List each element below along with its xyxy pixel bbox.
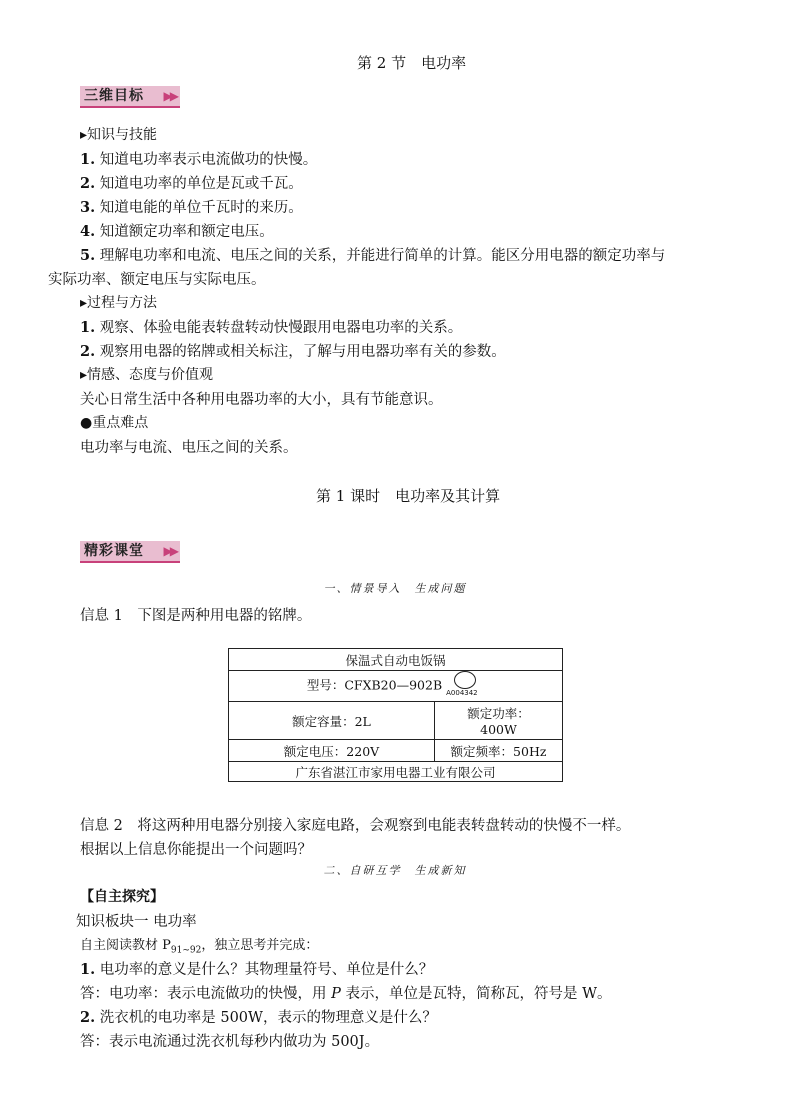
classroom-tag-label: 精彩课堂 bbox=[84, 543, 144, 559]
info1-text: 信息 1 下图是两种用电器的铭牌。 bbox=[80, 608, 312, 624]
process-heading: ▸过程与方法 bbox=[80, 295, 158, 311]
objectives-tag-label: 三维目标 bbox=[84, 88, 144, 104]
double-arrow-icon: ▶▶ bbox=[163, 89, 176, 103]
process-item-1: 1. 观察、体验电能表转盘转动快慢跟用电器电功率的关系。 bbox=[80, 319, 463, 336]
key-points-heading: ●重点难点 bbox=[80, 415, 149, 431]
reading-instruction: 自主阅读教材 $P_{91\sim 92}$，独立思考并完成： bbox=[80, 938, 319, 956]
knowledge-item-3: 3. 知道电能的单位千瓦时的来历。 bbox=[80, 199, 303, 216]
nameplate-table bbox=[228, 648, 563, 782]
knowledge-item-5: 5. 理解电功率和电流、电压之间的关系，并能进行简单的计算。能区分用电器的额定功率与 bbox=[80, 247, 666, 264]
nameplate-maker: 广东省湛江市家用电器工业有限公司 bbox=[229, 762, 563, 782]
attitude-text: 关心日常生活中各种用电器功率的大小，具有节能意识。 bbox=[80, 392, 443, 408]
knowledge-item-2: 2. 知道电功率的单位是瓦或千瓦。 bbox=[80, 175, 303, 192]
answer-1: 答：电功率：表示电流做功的快慢，用 P 表示，单位是瓦特，简称瓦，符号是 W。 bbox=[80, 986, 612, 1002]
nameplate-power bbox=[435, 702, 563, 740]
info2-text: 信息 2 将这两种用电器分别接入家庭电路，会观察到电能表转盘转动的快慢不一样。 bbox=[80, 818, 631, 834]
nameplate-name: 保温式自动电饭锅 bbox=[229, 649, 563, 671]
page-title: 第 2 节 电功率 bbox=[357, 54, 467, 72]
knowledge-item-4: 4. 知道额定功率和额定电压。 bbox=[80, 223, 274, 240]
answer-2: 答：表示电流通过洗衣机每秒内做功为 500J。 bbox=[80, 1034, 380, 1050]
question-1: 1. 电功率的意义是什么？其物理量符号、单位是什么？ bbox=[80, 961, 434, 978]
key-points-text: 电功率与电流、电压之间的关系。 bbox=[80, 440, 298, 456]
nameplate-power-label: 额定功率： bbox=[467, 706, 530, 721]
nameplate-frequency: 额定频率：50Hz bbox=[435, 740, 563, 762]
cert-code: A004342 bbox=[446, 689, 478, 697]
attitude-heading: ▸情感、态度与价值观 bbox=[80, 367, 214, 383]
block1-title: 知识板块一 电功率 bbox=[76, 914, 197, 930]
knowledge-heading: ▸知识与技能 bbox=[80, 127, 158, 143]
certification-seal-icon bbox=[446, 671, 484, 701]
knowledge-item-5-cont: 实际功率、额定电压与实际电压。 bbox=[48, 272, 266, 288]
nameplate-voltage: 额定电压：220V bbox=[229, 740, 435, 762]
double-arrow-icon: ▶▶ bbox=[163, 544, 176, 558]
objectives-tag bbox=[80, 86, 180, 108]
process-item-2: 2. 观察用电器的铭牌或相关标注，了解与用电器功率有关的参数。 bbox=[80, 343, 506, 360]
section2-title: 二、自研互学 生成新知 bbox=[323, 864, 467, 877]
nameplate-model: 型号：CFXB20—902B bbox=[306, 677, 443, 693]
section1-title: 一、情景导入 生成问题 bbox=[323, 582, 467, 595]
question-text: 根据以上信息你能提出一个问题吗？ bbox=[80, 842, 312, 858]
nameplate-model-row bbox=[229, 671, 563, 702]
nameplate-power-value: 400W bbox=[480, 722, 517, 737]
question-2: 2. 洗衣机的电功率是 500W，表示的物理意义是什么？ bbox=[80, 1009, 437, 1026]
knowledge-item-1: 1. 知道电功率表示电流做功的快慢。 bbox=[80, 151, 318, 168]
self-study-heading: 【自主探究】 bbox=[80, 889, 164, 905]
classroom-tag bbox=[80, 541, 180, 563]
nameplate-capacity: 额定容量：2L bbox=[229, 702, 435, 740]
lesson-title: 第 1 课时 电功率及其计算 bbox=[316, 487, 501, 505]
